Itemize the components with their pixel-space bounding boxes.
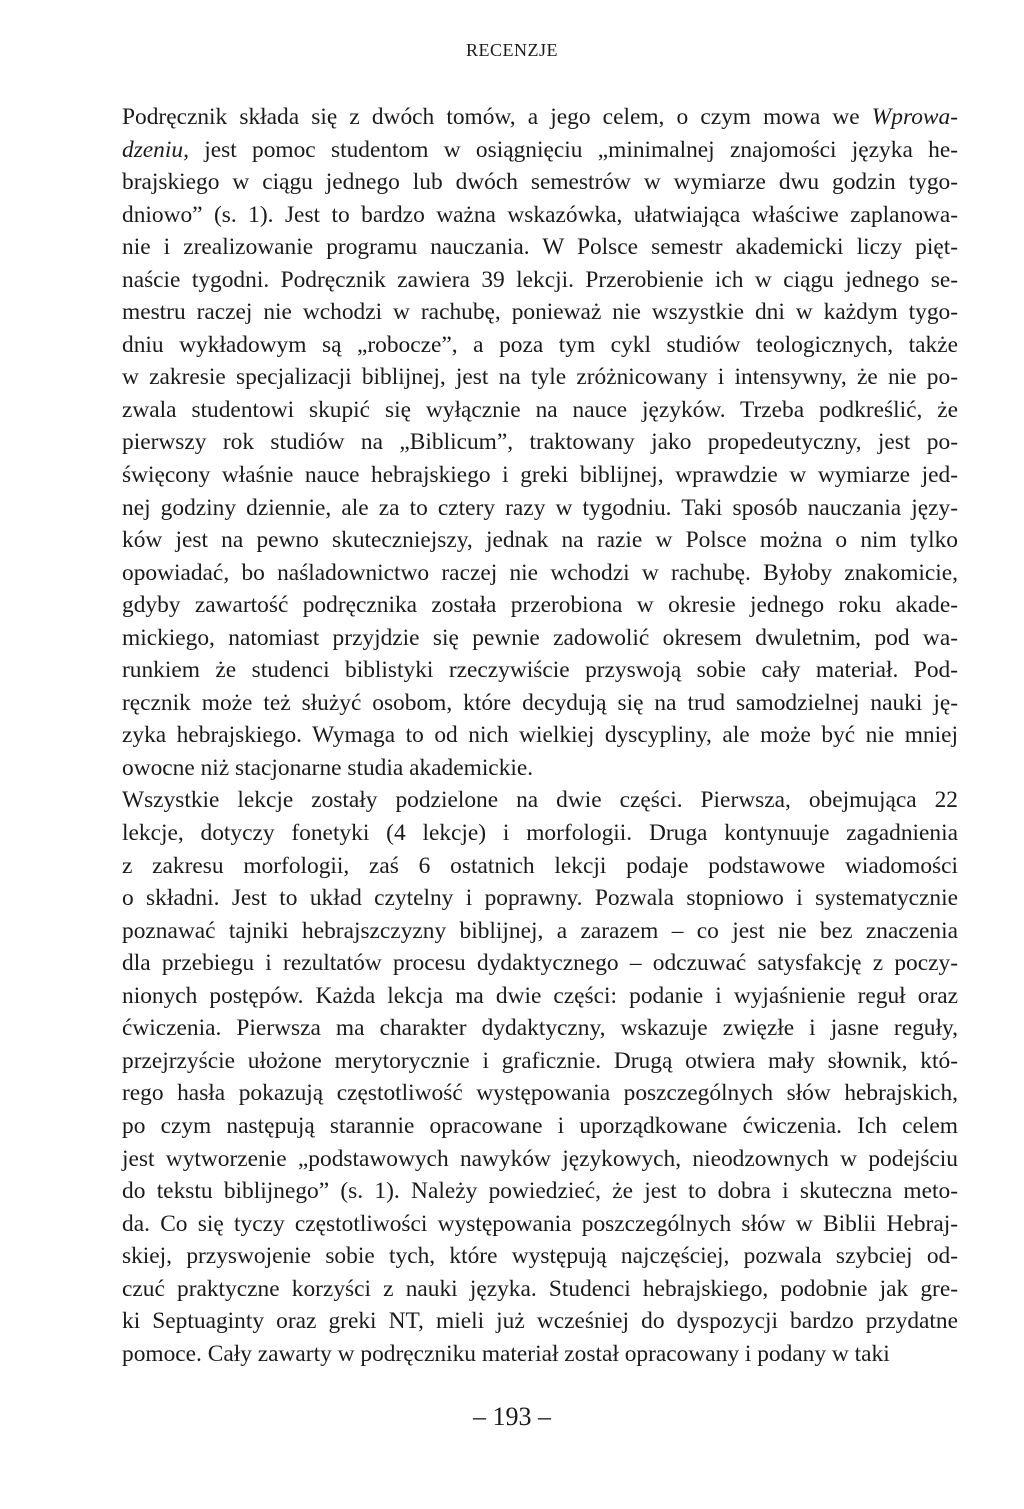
text-line — [122, 296, 958, 329]
text-run: nie i zrealizowanie programu nauczania. W Polsce semestr akademicki liczy pięt- — [122, 234, 958, 261]
text-run: da. Co się tyczy częstotliwości występowania poszczególnych słów w Biblii Hebraj- — [122, 1210, 958, 1237]
text-run: w zakresie specjalizacji biblijnej, jest na tyle zróżnicowany i intensywny, że nie po- — [122, 364, 958, 391]
text-line — [122, 492, 958, 525]
text-run: ków jest na pewno skuteczniejszy, jednak na razie w Polsce można o nim tylko — [122, 527, 958, 554]
text-line — [122, 134, 958, 167]
text-line — [122, 1208, 958, 1241]
text-run: ćwiczenia. Pierwsza ma charakter dydaktyczny, wskazuje zwięzłe i jasne reguły, — [122, 1015, 958, 1042]
text-run: dniu wykładowym są „robocze”, a poza tym cykl studiów teologicznych, także — [122, 331, 958, 358]
text-run: o składni. Jest to układ czytelny i poprawny. Pozwala stopniowo i systematycznie — [122, 885, 958, 912]
body-text — [122, 101, 958, 1370]
text-line — [122, 394, 958, 427]
text-run: jest pomoc studentom w osiągnięciu „minimalnej znajomości języka he- — [188, 136, 958, 163]
text-run: zyka hebrajskiego. Wymaga to od nich wielkiej dyscypliny, ale może być nie mniej — [122, 722, 958, 749]
text-run: runkiem że studenci biblistyki rzeczywiście przyswoją sobie cały materiał. Pod- — [122, 657, 958, 684]
text-line — [122, 882, 958, 915]
paragraph — [122, 784, 958, 1370]
text-line — [122, 980, 958, 1013]
text-line — [122, 784, 958, 817]
text-run: mestru raczej nie wchodzi w rachubę, ponieważ nie wszystkie dni w każdym tygo- — [122, 299, 958, 326]
text-line — [122, 557, 958, 590]
text-run: mickiego, natomiast przyjdzie się pewnie zadowolić okresem dwuletnim, pod wa- — [122, 624, 958, 651]
text-run: jest wytworzenie „podstawowych nawyków językowych, nieodzownych w podejściu — [122, 1145, 958, 1172]
text-run: Podręcznik składa się z dwóch tomów, a jego celem, o czym mowa we — [122, 104, 872, 130]
text-run: z zakresu morfologii, zaś 6 ostatnich lekcji podaje podstawowe wiadomości — [122, 852, 958, 879]
text-line — [122, 1240, 958, 1273]
running-head: RECENZJE — [466, 40, 558, 60]
text-line — [122, 654, 958, 687]
text-run: zwala studentowi skupić się wyłącznie na nauce języków. Trzeba podkreślić, że — [122, 396, 958, 423]
text-line — [122, 1143, 958, 1176]
text-line — [122, 850, 958, 883]
text-line — [122, 1305, 958, 1338]
text-run: Wprowa- — [871, 104, 958, 130]
text-line — [122, 231, 958, 264]
text-line — [122, 1012, 958, 1045]
text-run: rego hasła pokazują częstotliwość występowania poszczególnych słów hebrajskich, — [122, 1080, 958, 1107]
text-run: nionych postępów. Każda lekcja ma dwie części: podanie i wyjaśnienie reguł oraz — [122, 982, 958, 1009]
text-run: pierwszy rok studiów na „Biblicum”, traktowany jako propedeutyczny, jest po- — [122, 429, 958, 456]
text-run: poznawać tajniki hebrajszczyzny biblijnej, a zarazem – co jest nie bez znaczenia — [122, 917, 958, 944]
text-line — [122, 1338, 958, 1371]
text-line — [122, 589, 958, 622]
text-run: pomoce. Cały zawarty w podręczniku materiał został opracowany i podany w taki — [122, 1340, 890, 1367]
text-run: czuć praktyczne korzyści z nauki języka. Studenci hebrajskiego, podobnie jak gre- — [122, 1275, 958, 1302]
text-line — [122, 817, 958, 850]
text-run: przejrzyście ułożone merytorycznie i graficznie. Drugą otwiera mały słownik, któ- — [122, 1047, 958, 1074]
text-run: gdyby zawartość podręcznika została przerobiona w okresie jednego roku akade- — [122, 592, 958, 619]
text-run: dla przebiegu i rezultatów procesu dydaktycznego – odczuwać satysfakcję z poczy- — [122, 950, 958, 977]
text-line — [122, 1045, 958, 1078]
text-run: po czym następują starannie opracowane i uporządkowane ćwiczenia. Ich celem — [122, 1112, 958, 1139]
text-run: ki Septuaginty oraz greki NT, mieli już wcześniej do dyspozycji bardzo przydatne — [122, 1308, 958, 1335]
text-line — [122, 264, 958, 297]
text-line — [122, 719, 958, 752]
text-run: opowiadać, bo naśladownictwo raczej nie wchodzi w rachubę. Byłoby znakomicie, — [122, 559, 958, 586]
text-line — [122, 622, 958, 655]
text-run: skiej, przyswojenie sobie tych, które występują najczęściej, pozwala szybciej od- — [122, 1243, 958, 1270]
text-run: owocne niż stacjonarne studia akademickie. — [122, 754, 534, 781]
text-line — [122, 199, 958, 232]
text-line — [122, 915, 958, 948]
text-line — [122, 947, 958, 980]
text-line — [122, 361, 958, 394]
text-run: Wszystkie lekcje zostały podzielone na dwie części. Pierwsza, obejmująca 22 — [122, 787, 958, 814]
text-line — [122, 101, 958, 134]
paragraph — [122, 101, 958, 784]
text-line — [122, 426, 958, 459]
page-number: – 193 – — [473, 1402, 551, 1431]
text-run: święcony właśnie nauce hebrajskiego i greki biblijnej, wprawdzie w wymiarze jed- — [122, 462, 958, 489]
text-line — [122, 1175, 958, 1208]
text-line — [122, 1273, 958, 1306]
text-line — [122, 1110, 958, 1143]
text-line — [122, 459, 958, 492]
text-line — [122, 687, 958, 720]
text-run: dniowo” (s. 1). Jest to bardzo ważna wskazówka, ułatwiająca właściwe zaplanowa- — [122, 201, 958, 228]
text-run: ręcznik może też służyć osobom, które decydują się na trud samodzielnej nauki ję- — [122, 689, 958, 716]
text-run: dzeniu, — [122, 136, 189, 163]
text-line — [122, 166, 958, 199]
text-run: nej godziny dziennie, ale za to cztery razy w tygodniu. Taki sposób nauczania języ- — [122, 494, 958, 521]
text-run: brajskiego w ciągu jednego lub dwóch semestrów w wymiarze dwu godzin tygo- — [122, 169, 958, 196]
text-line — [122, 1077, 958, 1110]
text-run: do tekstu biblijnego” (s. 1). Należy powiedzieć, że jest to dobra i skuteczna meto- — [122, 1178, 958, 1205]
text-line — [122, 752, 958, 785]
text-run: naście tygodni. Podręcznik zawiera 39 lekcji. Przerobienie ich w ciągu jednego se- — [122, 266, 958, 293]
text-run: lekcje, dotyczy fonetyki (4 lekcje) i morfologii. Druga kontynuuje zagadnienia — [122, 820, 958, 847]
text-line — [122, 524, 958, 557]
text-line — [122, 329, 958, 362]
